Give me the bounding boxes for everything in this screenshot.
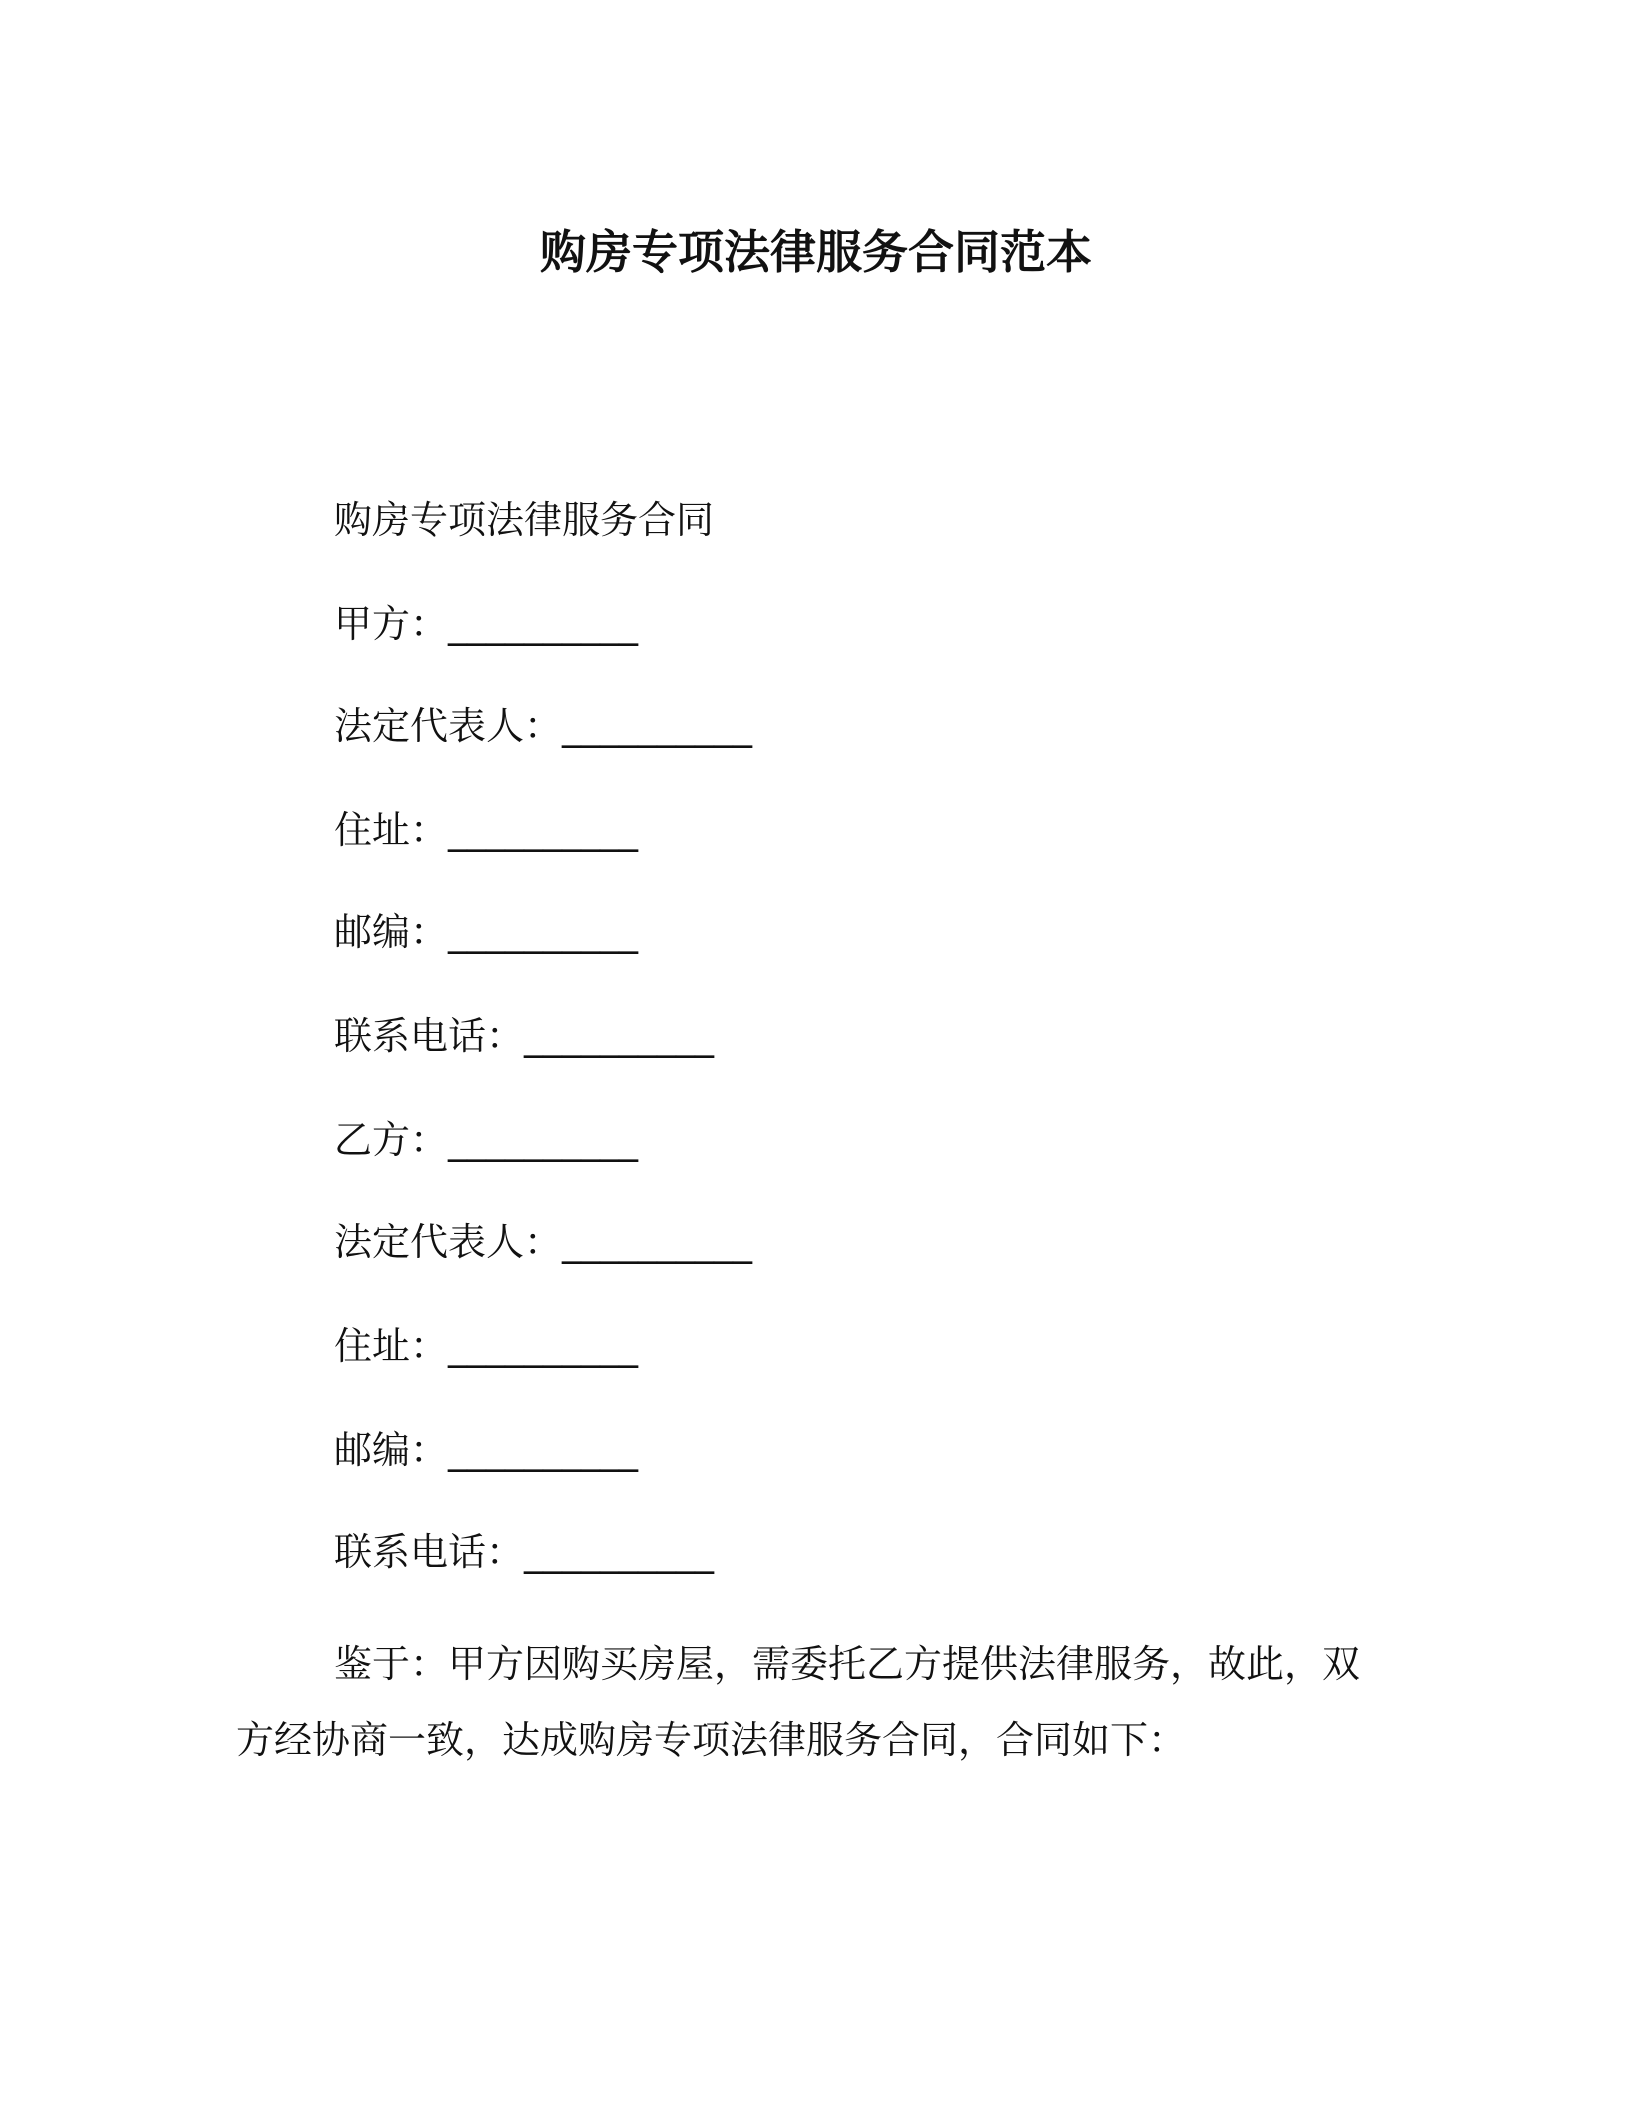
party-b-address-field: 住址：__________ xyxy=(334,1324,639,1368)
contract-subtitle: 购房专项法律服务合同 xyxy=(334,498,715,542)
party-a-name-field: 甲方：__________ xyxy=(334,602,639,646)
party-b-phone-field: 联系电话：__________ xyxy=(334,1530,715,1574)
party-a-representative-field: 法定代表人：__________ xyxy=(334,704,753,748)
party-a-address-field: 住址：__________ xyxy=(334,808,639,852)
preamble-paragraph: 鉴于：甲方因购买房屋，需委托乙方提供法律服务，故此，双方经协商一致，达成购房专项法律服务合同，合同如下： xyxy=(236,1642,1361,1762)
party-b-postcode-field: 邮编：__________ xyxy=(334,1428,639,1472)
party-b-representative-field: 法定代表人：__________ xyxy=(334,1220,753,1264)
document-title: 购房专项法律服务合同范本 xyxy=(540,225,1092,279)
party-b-name-field: 乙方：__________ xyxy=(334,1118,639,1162)
party-a-phone-field: 联系电话：__________ xyxy=(334,1014,715,1058)
party-a-postcode-field: 邮编：__________ xyxy=(334,910,639,954)
